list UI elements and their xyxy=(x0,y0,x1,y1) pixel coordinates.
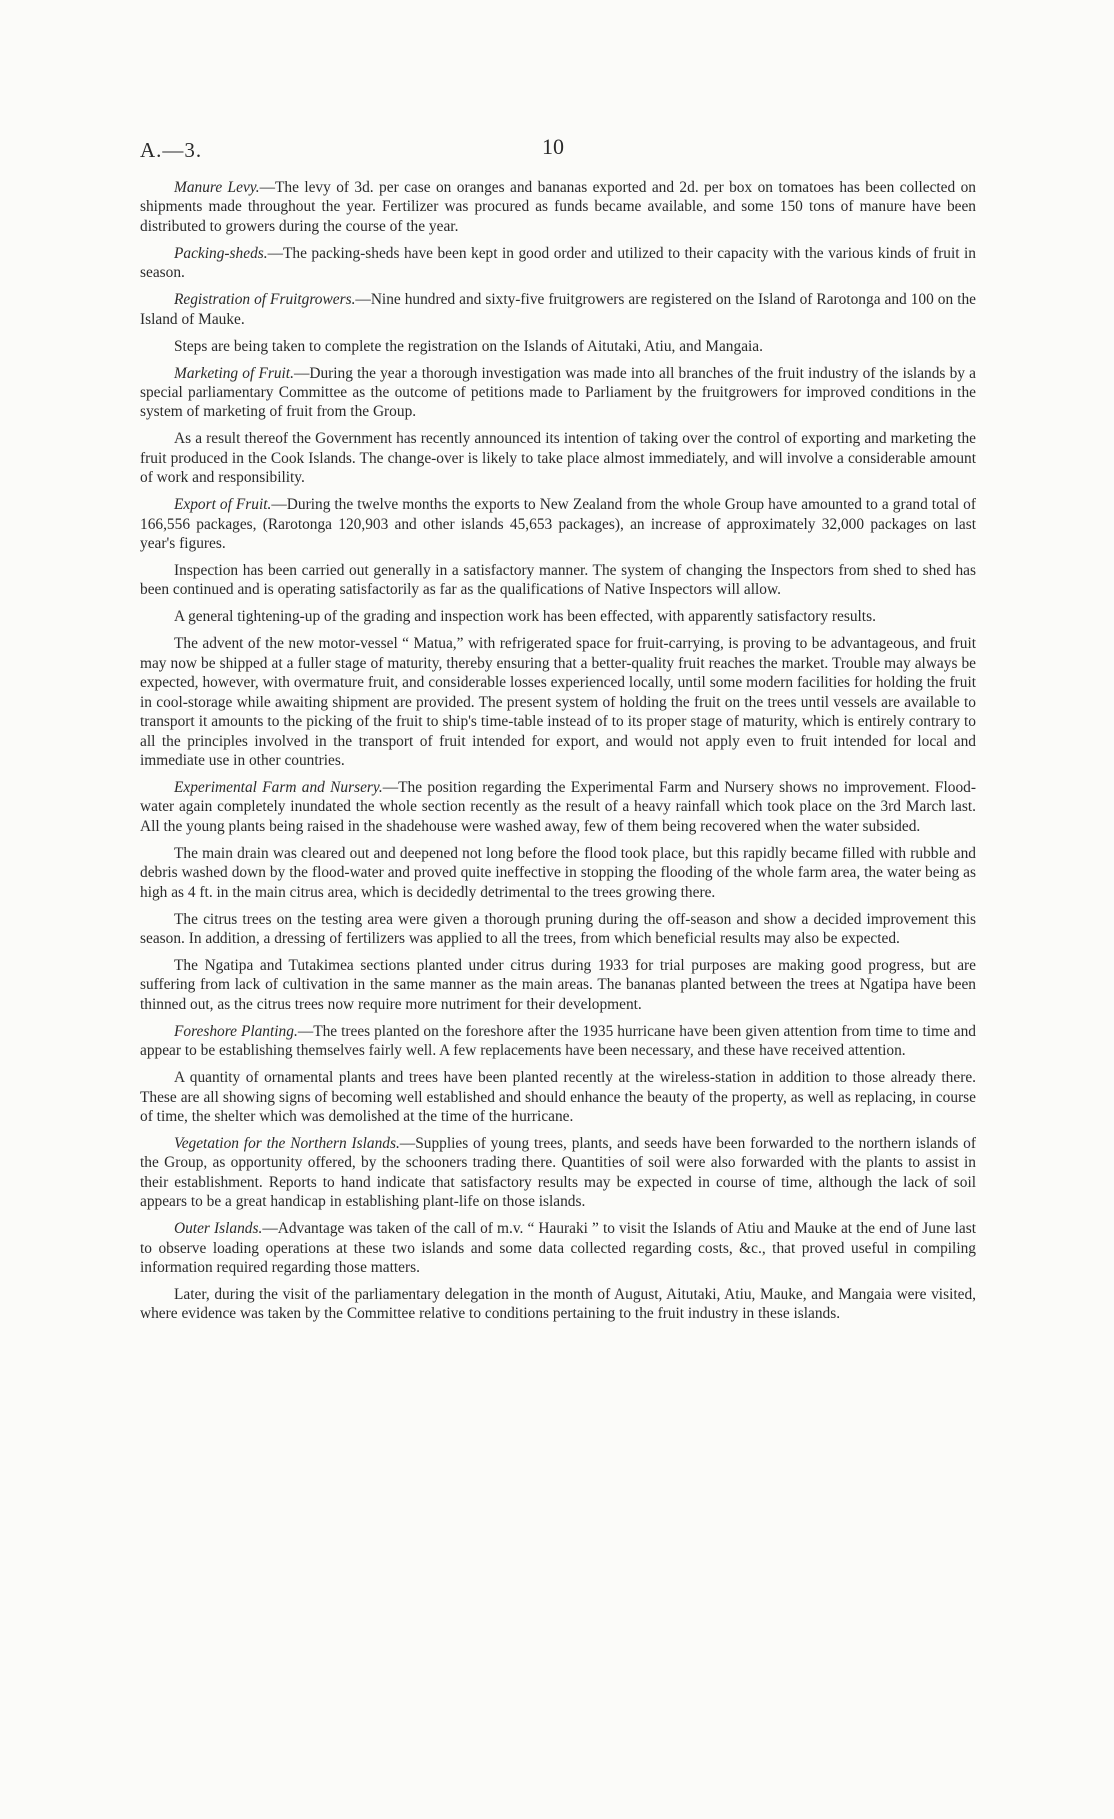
paragraph-heading: Outer Islands. xyxy=(174,1220,263,1238)
paragraph-ngatipa xyxy=(140,956,976,1014)
paragraph-export xyxy=(140,495,976,553)
paragraph-heading: Registration of Fruitgrowers. xyxy=(174,291,356,309)
paragraph-registration xyxy=(140,290,976,329)
paragraph-inspection xyxy=(140,561,976,600)
paragraph-text: A quantity of ornamental plants and trees have been planted recently at the wireless-station in addition to those already there. These are all showing signs of becoming well established and should enhance the beauty of the property, as well as replacing, in course of time, the shelter which was demolished at the time of the hurricane. xyxy=(140,1069,976,1125)
paragraph-text: —During the year a thorough investigation was made into all branches of the fruit industry of the islands by a special parliamentary Committee as the outcome of petitions made to Parliament by the fruitgrowers for improved conditions in the system of marketing of fruit from the Group. xyxy=(140,364,977,421)
paragraph-text: —During the twelve months the exports to New Zealand from the whole Group have amounted to a grand total of 166,556 packages, (Rarotonga 120,903 and other islands 45,653 packages), an increase of approximately 32,000 packages on last year's figures. xyxy=(140,496,976,553)
page-header xyxy=(0,134,1114,168)
paragraph-text: The citrus trees on the testing area were given a thorough pruning during the off-season and show a decided improvement this season. In addition, a dressing of fertilizers was applied to all the trees, from which beneficial results may also be expected. xyxy=(140,910,976,947)
paragraph-text: The Ngatipa and Tutakimea sections planted under citrus during 1933 for trial purposes are making good progress, but are suffering from lack of cultivation in the same manner as the main areas. The bananas planted between the trees at Ngatipa have been thinned out, as the citrus trees now require more nutriment for their development. xyxy=(140,956,976,1013)
paragraph-outer-islands xyxy=(140,1219,976,1277)
paragraph-grading xyxy=(140,607,976,626)
paragraph-heading: Manure Levy. xyxy=(174,179,260,196)
paragraph-motor-vessel xyxy=(140,634,976,770)
paragraph-heading: Foreshore Planting. xyxy=(174,1022,298,1040)
paragraph-text: —Nine hundred and sixty-five fruitgrowers are registered on the Island of Rarotonga and 100 on the Island of Mauke. xyxy=(140,291,976,328)
paragraph-main-drain xyxy=(140,844,976,902)
paragraph-text: The advent of the new motor-vessel “ Matua,” with refrigerated space for fruit-carrying, is proving to be advantageous, and fruit may now be shipped at a fuller stage of maturity, thereby ensuring that a better-quality fruit reaches the market. Trouble may always be expected, however, with overmature fruit, and considerable losses experienced locally, until some modern facilities for holding the fruit in cool-storage while awaiting shipment are provided. The present system of holding the fruit on the trees until vessels are available to transport it amounts to the picking of the fruit to ship's time-table instead of to its proper stage of maturity, which is entirely contrary to all the principles involved in the transport of fruit intended for export, and would not apply even to fruit intended for local and immediate use in other countries. xyxy=(140,635,976,769)
paragraph-heading: Experimental Farm and Nursery. xyxy=(174,778,383,796)
paragraph-heading: Packing-sheds. xyxy=(174,244,268,262)
paragraph-text: —The trees planted on the foreshore after the 1935 hurricane have been given attention from time to time and appear to be establishing themselves fairly well. A few replacements have been necessary, and these have received attention. xyxy=(140,1022,976,1060)
document-body xyxy=(140,178,976,1331)
paragraph-text: As a result thereof the Government has recently announced its intention of taking over the control of exporting and marketing the fruit produced in the Cook Islands. The change-over is likely to take place almost immediately, and will involve a considerable amount of work and responsibility. xyxy=(140,430,976,487)
paragraph-experimental-farm xyxy=(140,778,976,836)
paragraph-text: —Supplies of young trees, plants, and seeds have been forwarded to the northern islands of the Group, as opportunity offered, by the schooners trading there. Quantities of soil were also forwarded with the plants to assist in their establishment. Reports to hand indicate that satisfactory results may be expected in course of time, although the lack of soil appears to be a great handicap in establishing plant-life on those islands. xyxy=(140,1134,976,1211)
paragraph-text: —Advantage was taken of the call of m.v. “ Hauraki ” to visit the Islands of Atiu and Mauke at the end of June last to observe loading operations at these two islands and some data collected regarding costs, &c., that proved useful in compiling information required regarding those matters. xyxy=(140,1220,976,1276)
paragraph-text: The main drain was cleared out and deepened not long before the flood took place, but this rapidly became filled with rubble and debris washed down by the flood-water and proved quite ineffective in stopping the flooding of the whole farm area, the water being as high as 4 ft. in the main citrus area, which is decidedly detrimental to the trees growing there. xyxy=(140,844,976,901)
page-number: 10 xyxy=(542,134,564,159)
paragraph-foreshore xyxy=(140,1022,976,1061)
paragraph-heading: Export of Fruit. xyxy=(174,496,272,514)
paragraph-northern-islands xyxy=(140,1134,976,1212)
paragraph-heading: Marketing of Fruit. xyxy=(174,364,294,382)
paragraph-heading: Vegetation for the Northern Islands. xyxy=(174,1134,400,1152)
paragraph-packing-sheds xyxy=(140,244,976,283)
paragraph-citrus-trees xyxy=(140,910,976,949)
paragraph-text: —The levy of 3d. per case on oranges and bananas exported and 2d. per box on tomatoes has been collected on shipments made throughout the year. Fertilizer was procured as funds became available, and some 150 tons of manure have been distributed to growers during the course of the year. xyxy=(140,179,976,235)
paragraph-registration-steps xyxy=(140,337,976,356)
paragraph-delegation-visit xyxy=(140,1285,976,1324)
paragraph-text: Inspection has been carried out generally in a satisfactory manner. The system of changing the Inspectors from shed to shed has been continued and is operating satisfactorily as far as the qualifications of Native Inspectors will allow. xyxy=(140,562,976,599)
paragraph-text: —The packing-sheds have been kept in good order and utilized to their capacity with the various kinds of fruit in season. xyxy=(140,244,976,282)
paragraph-text: A general tightening-up of the grading and inspection work has been effected, with apparently satisfactory results. xyxy=(174,608,876,626)
paragraph-marketing xyxy=(140,364,976,422)
paragraph-text: Later, during the visit of the parliamentary delegation in the month of August, Aitutaki, Atiu, Mauke, and Mangaia were visited, where evidence was taken by the Committee relative to conditions pertaining to the fruit industry in these islands. xyxy=(140,1286,976,1323)
paragraph-text: Steps are being taken to complete the registration on the Islands of Aitutaki, Atiu, and Mangaia. xyxy=(174,337,763,355)
paragraph-text: —The position regarding the Experimental Farm and Nursery shows no improvement. Flood-water again completely inundated the whole section recently as the result of a heavy rainfall which took place on the 3rd March last. All the young plants being raised in the shadehouse were washed away, few of them being recovered when the water subsided. xyxy=(140,778,976,835)
paragraph-marketing-result xyxy=(140,429,976,487)
document-reference: A.—3. xyxy=(140,138,203,162)
paragraph-wireless-station xyxy=(140,1068,976,1126)
paragraph-manure-levy xyxy=(140,178,976,236)
